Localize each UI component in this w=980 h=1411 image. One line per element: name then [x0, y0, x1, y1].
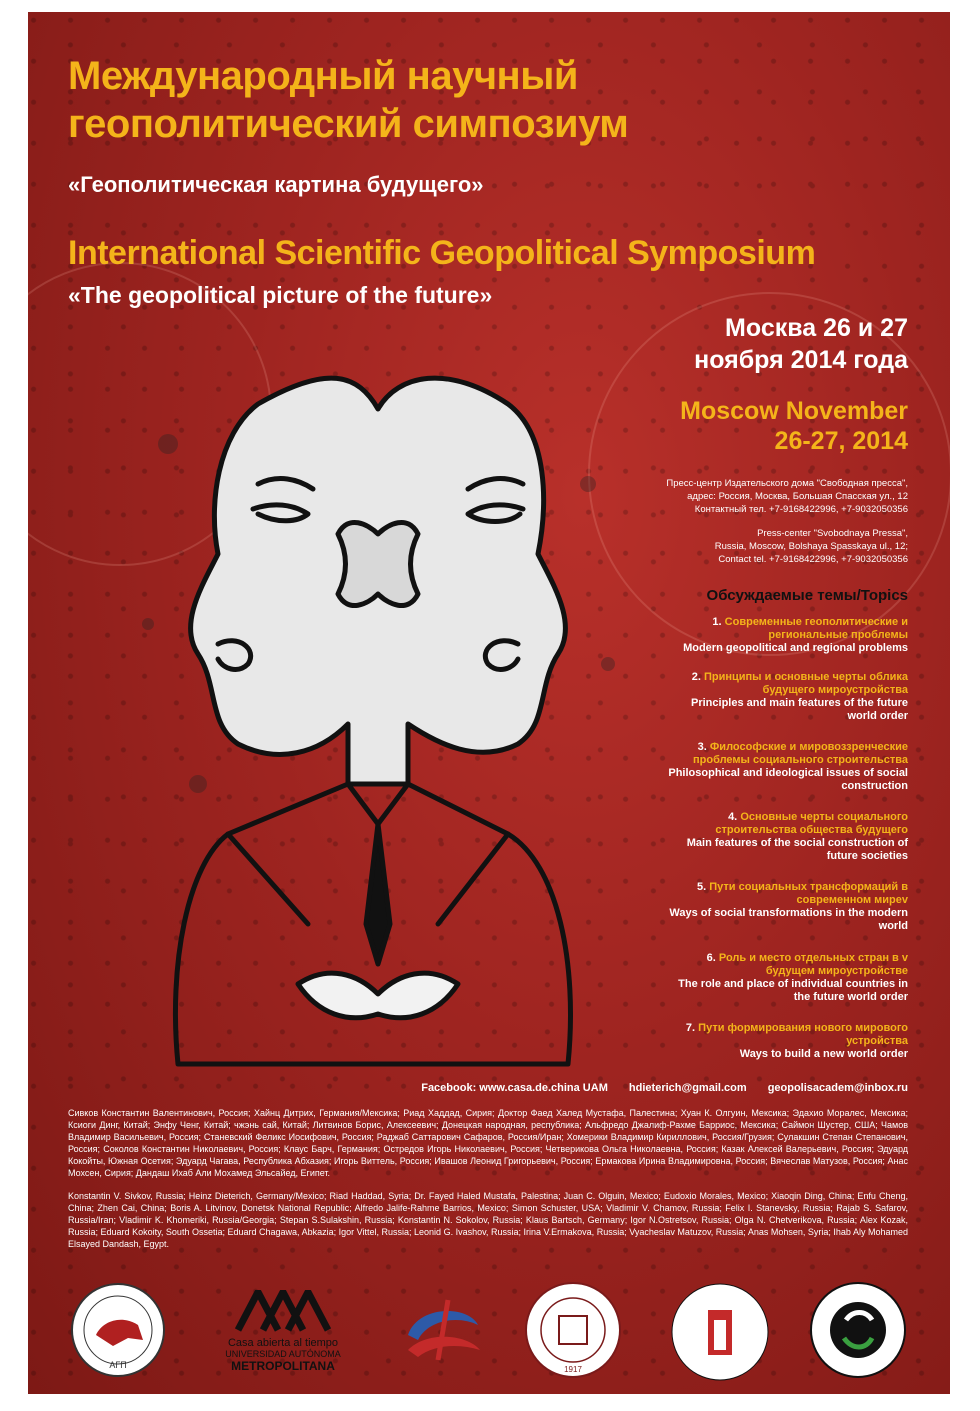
topic-item — [668, 741, 908, 793]
press-ru-line: адрес: Россия, Москва, Большая Спасская ул., 12 — [687, 491, 908, 502]
date-ru — [694, 312, 908, 376]
participants-ru: Сивков Константин Валентинович, Россия; Хайнц Дитрих, Германия/Мексика; Риад Хаддад, Сирия; Доктор Фаед Халед Мустафа, Палестина; Хуан К. Олгуин, Мексика; Эдахио Моралес, Мексика; Ксиоги Динг, Китай; Энфу Ченг, Китай; чжэнь сай, Китай; Литвинов Борис, Алексеевич; Донецкая народная, республика; Альфредо Джалиф-Рахме Барриос, Мексика; Саймон Шустер, США; Чамов Владимир Васильевич, Россия; Станевский Феликс Иосифович, Россия; Раджаб Саттарович Сафаров, Россия/Иран; Хомерики Владимир Кириллович, Россия/Грузия; Сулакшин Степан Степанович, Россия; Соколов Константин Николаевич, Россия; Клаус Барч, Германия; Остредов Игорь Николаевич, Россия; Четверикова Ольга Николаевна, Россия; Казак Алексей Валерьевич, Россия; Эдуард Кокойты, Южная Осетия; Эдуард Чагава, Республика Абхазия; Игорь Виттель, Россия; Ивашов Леонид Григорьевич, Россия; Ермакова Ирина Владимировна, Россия; Вячеслав Матузов, Россия; Анас Мохсен, Сирия; Дандаш Ихаб Али Мохамед Эльсайед, Египет. — [68, 1108, 908, 1178]
uam-logo — [208, 1290, 358, 1373]
poster — [28, 12, 950, 1394]
contacts-line — [403, 1082, 908, 1094]
academy-abbr: АГП — [109, 1360, 127, 1370]
email-link[interactable]: geopolisacadem@inbox.ru — [767, 1082, 908, 1094]
topic-en: Principles and main features of the future world order — [691, 697, 908, 722]
press-en-line: Contact tel. +7-9168422996, +7-9032050356 — [718, 554, 908, 565]
topic-number: 6. — [706, 952, 716, 964]
title-ru-line2: геополитический симпозиум — [68, 102, 629, 146]
topic-item — [668, 671, 908, 723]
uam-line1: Casa abierta al tiempo — [227, 1337, 339, 1349]
topic-number: 2. — [691, 671, 701, 683]
date-ru-line1: Москва 26 и 27 — [725, 314, 908, 342]
topic-number: 4. — [728, 811, 738, 823]
subtitle-en: «The geopolitical picture of the future» — [68, 282, 493, 308]
academy-geopolitical-problems-logo — [68, 1280, 168, 1380]
topic-number: 7. — [685, 1022, 696, 1034]
topic-item — [668, 881, 908, 933]
title-ru — [68, 52, 628, 148]
topic-ru: Философские и мировоззренческие проблемы социального строительства — [692, 741, 908, 766]
date-en — [680, 396, 908, 456]
press-en-line: Russia, Moscow, Bolshaya Spasskaya ul., 12; — [714, 541, 908, 552]
shanghai-year: 1917 — [564, 1365, 582, 1374]
topic-en: Ways of social transformations in the modern world — [669, 907, 908, 932]
email-link[interactable]: hdieterich@gmail.com — [628, 1082, 747, 1094]
topic-en: The role and place of individual countries in the future world order — [678, 978, 908, 1003]
topic-item — [668, 1022, 908, 1061]
universidad-obrera-logo — [668, 1280, 773, 1385]
topic-en: Modern geopolitical and regional problems — [683, 642, 908, 654]
press-ru-line: Пресс-центр Издательского дома "Свободная пресса", — [666, 478, 908, 489]
topic-item — [668, 952, 908, 1004]
topic-number: 1. — [712, 616, 722, 628]
topic-number: 3. — [697, 741, 707, 753]
subtitle-ru: «Геополитическая картина будущего» — [68, 172, 484, 197]
facebook-link[interactable]: Facebook: www.casa.de.china UAM — [421, 1082, 608, 1094]
topic-en: Ways to build a new world order — [739, 1048, 908, 1060]
press-info-ru — [666, 477, 908, 516]
topic-ru: Роль и место отдельных стран в v будущем мироустройстве — [718, 952, 908, 977]
uam-mark-icon — [233, 1290, 333, 1332]
uam-line2: UNIVERSIDAD AUTÓNOMA — [225, 1349, 341, 1359]
center-transition-sciences-logo — [808, 1280, 908, 1380]
date-en-line1: Moscow November — [680, 397, 908, 425]
press-en-line: Press-center "Svobodnaya Pressa", — [757, 528, 908, 539]
uam-line3: METROPOLITANA — [231, 1359, 335, 1373]
two-faced-man-illustration — [108, 364, 628, 1084]
participants-en: Konstantin V. Sivkov, Russia; Heinz Dieterich, Germany/Mexico; Riad Haddad, Syria; Dr. Fayed Haled Mustafa, Palestina; Juan C. Olguin, Mexico; Eudoxio Morales, Mexico; Xiaoqin Ding, China; Enfu Cheng, China; Zhen Cai, China; Boris A. Litvinov, Donetsk National Republic; Alfredo Jalife-Rahme Barrios, Mexico; Simon Schuster, USA; Vladimir V. Chamov, Russia; Felix I. Stanevsky, Russia; Rajab S. Safarov, Russia/Iran; Vladimir K. Khomeriki, Russia/Georgia; Stepan S.Sulakshin, Russia; Konstantin N. Sokolov, Russia; Klaus Bartsch, Germany; Igor N.Ostretsov, Russia; Olga N. Chetverikova, Russia; Alex Kozak, Russia; Eduard Kokoity, South Ossetia; Eduard Chagawa, Abkazia; Igor Vittel, Russia; Leonid G. Ivashov, Russia; Irina V.Ermakova, Russia; Vyacheslav Matuzov, Russia; Anas Mohsen, Syria; Ihab Aly Mohamed Elsayed Dandash, Egypt. — [68, 1191, 908, 1249]
title-ru-line1: Международный научный — [68, 54, 578, 98]
title-en: International Scientific Geopolitical Symposium — [68, 234, 816, 272]
swirl-logo — [398, 1295, 488, 1365]
date-en-line2: 26-27, 2014 — [774, 427, 908, 455]
topic-number: 5. — [696, 881, 707, 893]
press-info-en — [715, 527, 908, 566]
topic-ru: Пути социальных трансформаций в современном миреv — [709, 881, 908, 906]
date-ru-line2: ноября 2014 года — [694, 346, 908, 374]
topic-item — [668, 616, 908, 655]
topic-ru: Основные черты социального строительства общества будущего — [715, 811, 908, 836]
topic-en: Main features of the social construction of future societies — [686, 837, 908, 862]
topic-en: Philosophical and ideological issues of social construction — [668, 767, 908, 792]
topic-ru: Современные геополитические и региональные проблемы — [724, 616, 908, 641]
topics-heading: Обсуждаемые темы/Topics — [706, 587, 908, 604]
topic-ru: Принципы и основные черты облика будущего мироустройства — [703, 671, 908, 696]
press-ru-line: Контактный тел. +7-9168422996, +7-9032050356 — [694, 504, 908, 515]
sponsor-logos — [68, 1280, 908, 1390]
shanghai-university-logo — [523, 1280, 623, 1380]
topic-item — [668, 811, 908, 863]
topic-ru: Пути формирования нового мирового устройства — [698, 1022, 908, 1047]
